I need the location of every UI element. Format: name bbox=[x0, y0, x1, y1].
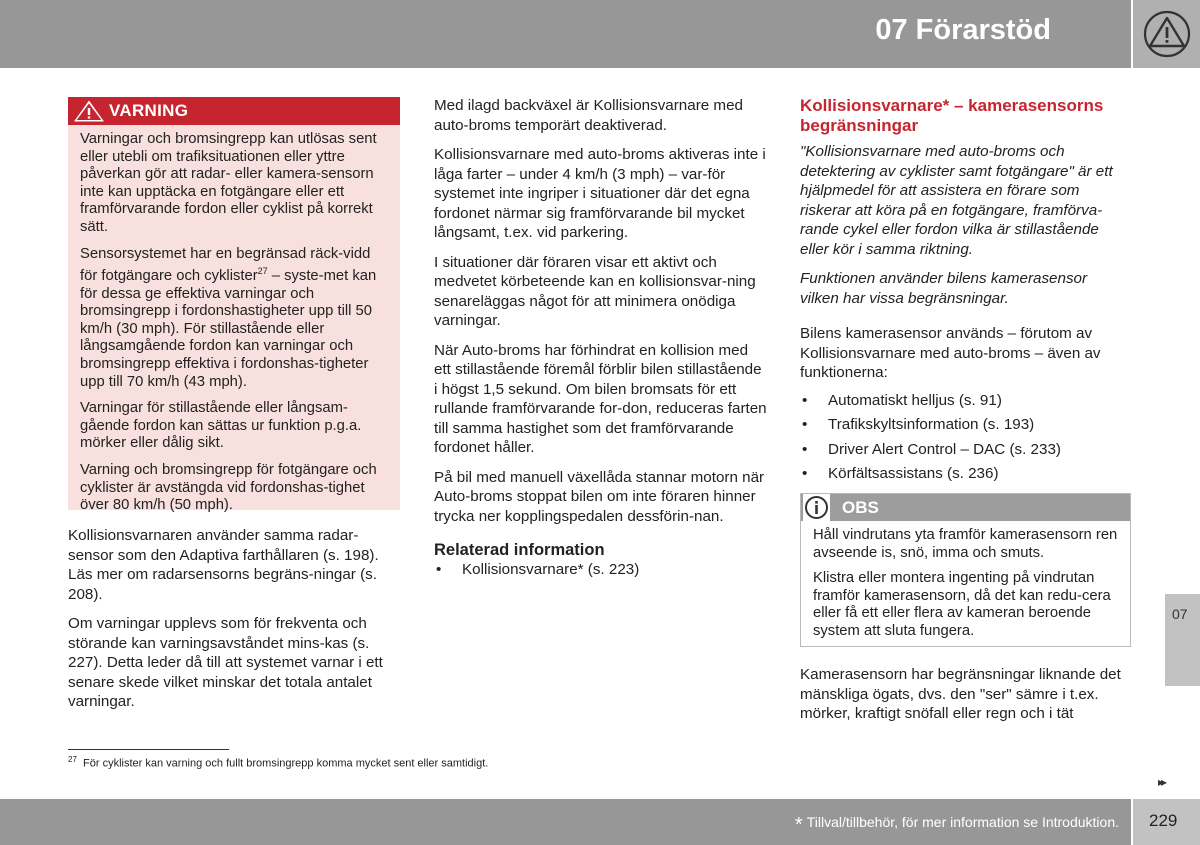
footnote-number: 27 bbox=[68, 755, 77, 764]
footnote-ref-27[interactable]: 27 bbox=[257, 266, 268, 277]
section-heading: Kollisionsvarnare* – kamerasensorns begränsningar bbox=[800, 96, 1104, 135]
middle-paragraph-4: När Auto-broms har förhindrat en kollision med ett stillastående föremål förblir bilen stillastående i högst 1,5 sekund. Om bilen bromsats för ett rullande framförvarande for-don, reduceras farten till samma hastighet som det framförvarande fordonet håller. bbox=[434, 341, 767, 456]
middle-paragraph-5: På bil med manuell växellåda stannar motorn när Auto-broms stoppat bilen om inte föraren hinner trycka ner kopplingspedalen dessförin-nan. bbox=[434, 468, 765, 525]
warning-paragraph-1: Varningar och bromsingrepp kan utlösas sent eller utebli om trafiksituationen eller yttre påverkan gör att radar- eller kamera-sensorn inte kan upptäcka en fotgängare eller ett framförvarande fordon eller cyklist på korrekt sätt. bbox=[80, 131, 377, 235]
related-info-heading: Relaterad information bbox=[434, 541, 605, 559]
camera-functions-list bbox=[800, 389, 1130, 487]
left-column bbox=[68, 526, 403, 722]
list-item[interactable]: • Körfältsassistans (s. 236) bbox=[800, 462, 1130, 487]
obs-paragraph-1: Håll vindrutans yta framför kamerasensorn ren avseende is, snö, imma och smuts. bbox=[813, 527, 1118, 561]
info-icon bbox=[803, 494, 830, 521]
middle-paragraph-3: I situationer där föraren visar ett aktivt och medvetet körbeteende kan en kollisionsvar-ning senareläggas något för att minimera onödiga varningar. bbox=[434, 253, 756, 329]
chapter-side-tab-label: 07 bbox=[1172, 606, 1188, 622]
middle-column bbox=[434, 96, 768, 580]
warning-title: VARNING bbox=[109, 101, 189, 120]
chapter-icon-box bbox=[1133, 0, 1200, 68]
warning-triangle-icon bbox=[1142, 9, 1192, 59]
footer-bar bbox=[0, 799, 1131, 845]
obs-title: OBS bbox=[842, 498, 879, 517]
middle-paragraph-1: Med ilagd backväxel är Kollisionsvarnare med auto-broms temporärt deaktiverad. bbox=[434, 97, 743, 134]
footnote bbox=[68, 755, 488, 770]
footnote-text: För cyklister kan varning och fullt bromsingrepp komma mycket sent eller samtidigt. bbox=[83, 757, 489, 770]
related-link[interactable]: • Kollisionsvarnare* (s. 223) bbox=[434, 560, 768, 580]
right-column-bottom bbox=[800, 665, 1130, 734]
page-number: 229 bbox=[1149, 811, 1178, 830]
page-number-box bbox=[1133, 799, 1200, 845]
related-links bbox=[434, 560, 768, 580]
warning-paragraph-4: Varning och bromsingrepp för fotgängare och cyklister är avstängda vid fordonshas-tighet över 80 km/h (50 mph). bbox=[80, 462, 377, 514]
right-column bbox=[800, 96, 1130, 487]
left-paragraph-2: Om varningar upplevs som för frekventa och störande kan varningsavståndet mins-kas (s. 227). Detta leder då till att systemet varnar i ett senare skede vilket minskar det totala antalet varningar. bbox=[68, 615, 383, 710]
asterisk-icon: * bbox=[794, 814, 803, 836]
warning-icon bbox=[72, 99, 106, 123]
obs-paragraph-2: Klistra eller montera ingenting på vindrutan framför kamerasensorn, då det kan redu-cera eller få ett eller flera av kameran beroende system att sluta fungera. bbox=[813, 570, 1111, 639]
next-page-arrow-icon[interactable]: ▸▸ bbox=[1158, 775, 1165, 789]
closing-paragraph: Kamerasensorn har begränsningar liknande det mänskliga ögats, dvs. den "ser" sämre i t.ex. mörker, kraftigt snöfall eller regn och i tät bbox=[800, 666, 1121, 722]
warning-paragraph-2: Sensorsystemet har en begränsad räck-vidd för fotgängare och cyklister$^{27}$ – syste-met kan för dessa ge effektiva varningar och bromsingrepp i fordonshastigheter upp till 50 km/h (30 mph). För stillastående eller långsamgående fordon kan varningar och bromsingrepp effektiva i fordonshas-tigheter upp till 70 km/h (43 mph). bbox=[80, 245, 377, 390]
camera-intro: Bilens kamerasensor används – förutom av Kollisionsvarnare med auto-broms – även av funktionerna: bbox=[800, 325, 1101, 381]
list-item[interactable]: • Driver Alert Control – DAC (s. 233) bbox=[800, 438, 1130, 463]
warning-body bbox=[68, 125, 400, 515]
italic-paragraph-1: "Kollisionsvarnare med auto-broms och detektering av cyklister samt fotgängare" är ett hjälpmedel för att assistera en förare som riskerar att köra på en fotgängare, framförva-rande cykel eller fordon vilka är stillastående eller kör i samma riktning. bbox=[800, 143, 1113, 258]
obs-body bbox=[801, 521, 1130, 641]
list-item[interactable]: • Automatiskt helljus (s. 91) bbox=[800, 389, 1130, 414]
warning-box bbox=[68, 97, 400, 514]
warning-paragraph-3: Varningar för stillastående eller långsam-gående fordon kan sättas ur funktion p.g.a. mörker eller dålig sikt. bbox=[80, 400, 362, 452]
footer-note bbox=[795, 814, 1119, 837]
footnote-rule bbox=[68, 749, 229, 750]
obs-header bbox=[801, 494, 1130, 521]
middle-paragraph-2: Kollisionsvarnare med auto-broms aktiveras inte i låga farter – under 4 km/h (3 mph) – var-för systemet inte ingriper i situationer där det egna fordonet närmar sig framförvarande bil mycket långsamt, t.ex. vid parkering. bbox=[434, 146, 766, 241]
left-paragraph-1: Kollisionsvarnaren använder samma radar-sensor som den Adaptiva farthållaren (s. 198). Läs mer om radarsensorns begräns-ningar (s. 208). bbox=[68, 527, 379, 603]
header-bar bbox=[0, 0, 1131, 68]
warning-header bbox=[68, 97, 400, 125]
italic-paragraph-2: Funktionen använder bilens kamerasensor vilken har vissa begränsningar. bbox=[800, 270, 1088, 307]
chapter-side-tab[interactable] bbox=[1165, 594, 1200, 686]
list-item[interactable]: • Trafikskyltsinformation (s. 193) bbox=[800, 413, 1130, 438]
chapter-title: 07 Förarstöd bbox=[875, 14, 1051, 46]
footer-note-text: Tillval/tillbehör, för mer information se Introduktion. bbox=[806, 814, 1119, 830]
obs-box bbox=[800, 493, 1131, 647]
